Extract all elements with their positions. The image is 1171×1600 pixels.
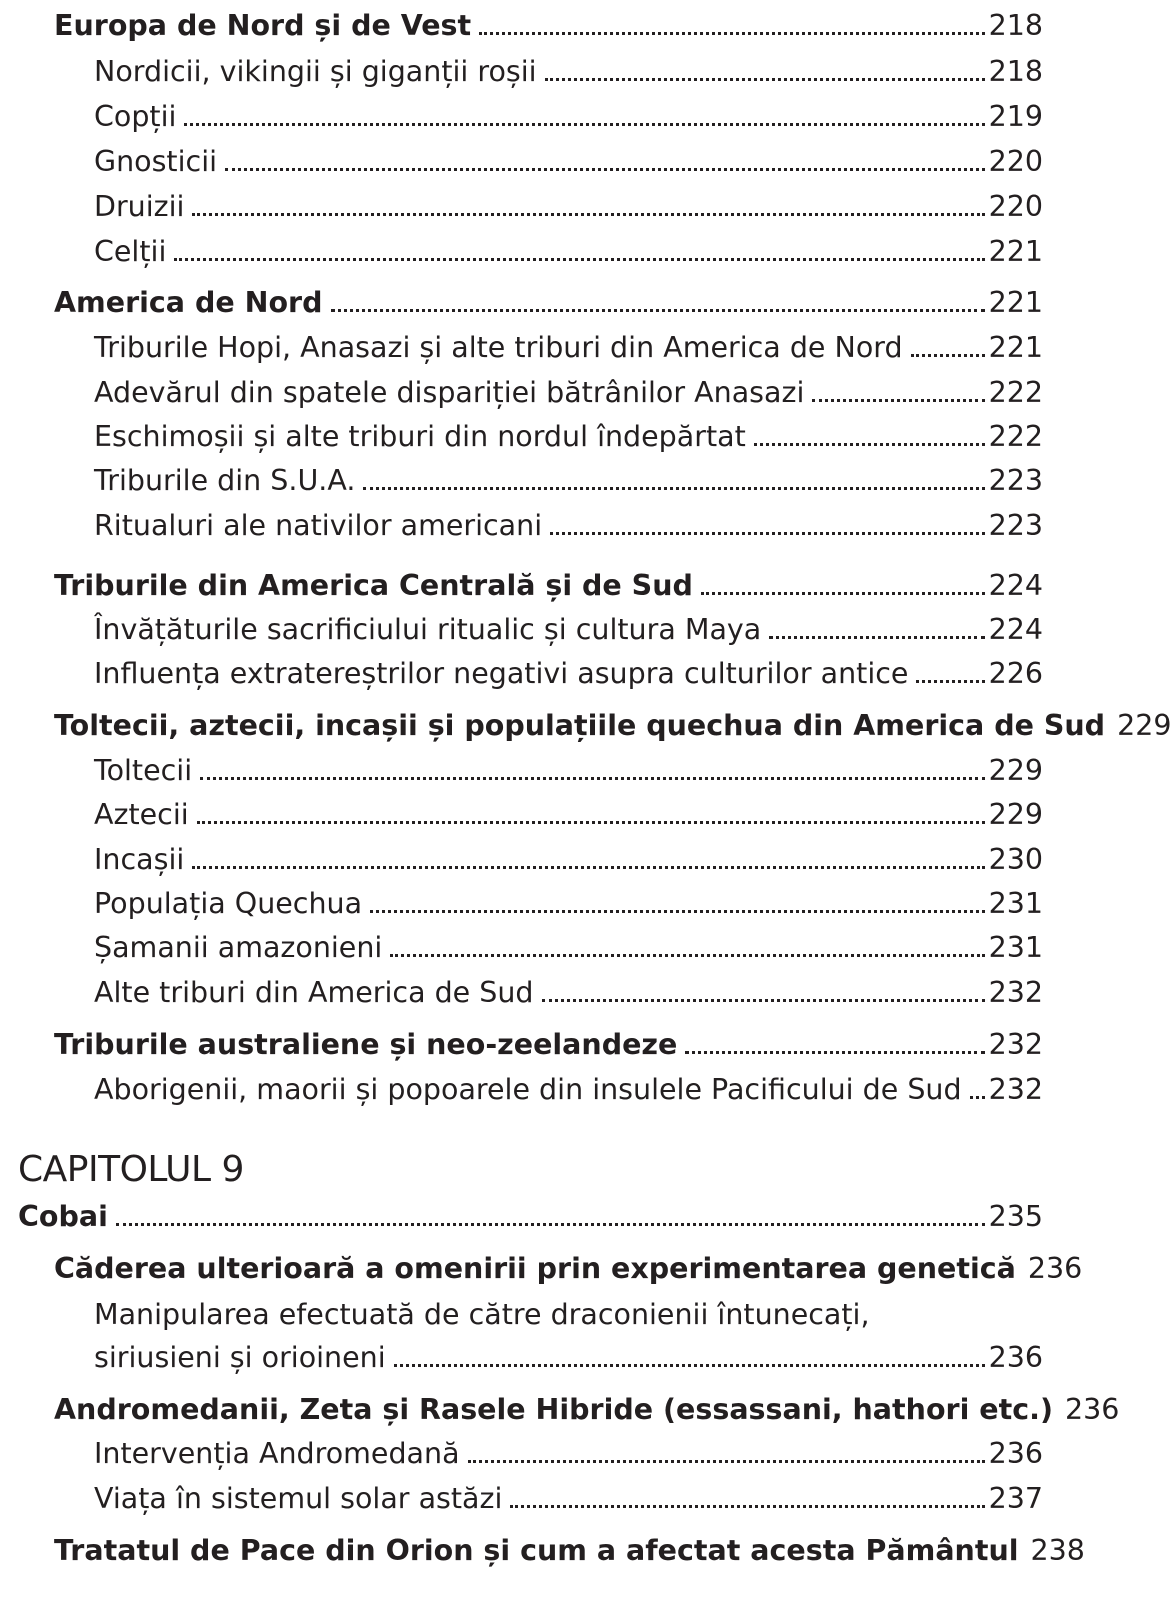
toc-entry[interactable] [94, 967, 1043, 1011]
toc-entry-title: Toltecii [94, 754, 193, 787]
toc-entry[interactable] [18, 1191, 1043, 1235]
toc-entry-page-number: 236 [988, 1341, 1043, 1374]
toc-entry-page-number: 237 [988, 1482, 1043, 1515]
toc-entry[interactable] [54, 1384, 1120, 1428]
toc-entry[interactable] [94, 922, 1043, 966]
toc-entry-title: America de Nord [54, 286, 323, 319]
dot-leader [370, 910, 985, 913]
toc-entry-title: Andromedanii, Zeta și Rasele Hibride (essassani, hathori etc.) [54, 1393, 1053, 1426]
toc-entry-title: Copții [94, 100, 177, 133]
toc-entry-title: Populația Quechua [94, 887, 363, 920]
toc-entry-page-number: 230 [988, 843, 1043, 876]
toc-entry-title: Celții [94, 235, 167, 268]
toc-entry[interactable] [94, 322, 1043, 366]
toc-entry-page-number: 229 [1117, 709, 1171, 742]
toc-entry-title: Triburile australiene și neo-zeelandeze [54, 1028, 678, 1061]
dot-leader [812, 399, 984, 402]
toc-entry-title: Aborigenii, maorii și popoarele din insulele Pacificului de Sud [94, 1073, 962, 1106]
toc-entry-page-number: 223 [988, 464, 1043, 497]
toc-entry-title: Triburile din America Centrală și de Sud [54, 569, 693, 602]
toc-entry[interactable] [94, 789, 1043, 833]
toc-entry[interactable] [94, 411, 1043, 455]
toc-entry-page-number: 220 [988, 190, 1043, 223]
dot-leader [184, 123, 984, 126]
dot-leader [685, 1051, 984, 1054]
toc-entry[interactable] [54, 560, 1043, 604]
toc-entry-page-number: 221 [988, 235, 1043, 268]
toc-entry[interactable] [94, 500, 1043, 544]
dot-leader [116, 1223, 985, 1226]
toc-entry-page-number: 221 [988, 331, 1043, 364]
toc-entry[interactable] [54, 1525, 1085, 1569]
dot-leader [192, 866, 984, 869]
dot-leader [769, 636, 984, 639]
toc-entry[interactable] [54, 0, 1043, 44]
toc-entry-title: Europa de Nord și de Vest [54, 9, 472, 42]
toc-entry-page-number: 232 [988, 1028, 1043, 1061]
toc-entry[interactable] [94, 181, 1043, 225]
toc-entry[interactable] [94, 745, 1043, 789]
toc-entry-title: Învățăturile sacrificiului ritualic și cultura Maya [94, 613, 762, 646]
dot-leader [479, 32, 984, 35]
dot-leader [468, 1460, 985, 1463]
toc-entry-page-number: 218 [988, 9, 1043, 42]
toc-entry[interactable] [94, 1473, 1043, 1517]
toc-entry-title: Druizii [94, 190, 185, 223]
toc-entry-title: Alte triburi din America de Sud [94, 976, 534, 1009]
dot-leader [911, 354, 985, 357]
toc-entry-title: Ritualuri ale nativilor americani [94, 509, 543, 542]
toc-entry-title: Tratatul de Pace din Orion și cum a afectat acesta Pământul [54, 1534, 1019, 1567]
toc-entry-page-number: 229 [988, 754, 1043, 787]
toc-entry[interactable] [54, 277, 1043, 321]
dot-leader [550, 532, 984, 535]
toc-entry-page-number: 231 [988, 931, 1043, 964]
toc-entry-page-number: 221 [988, 286, 1043, 319]
toc-entry-title: Intervenția Andromedană [94, 1437, 460, 1470]
chapter-heading: CAPITOLUL 9 [18, 1149, 244, 1190]
dot-leader [754, 443, 985, 446]
toc-entry-page-number: 236 [1027, 1252, 1083, 1285]
toc-entry[interactable] [54, 700, 1171, 744]
toc-entry[interactable] [94, 91, 1043, 135]
dot-leader [701, 592, 985, 595]
dot-leader [197, 821, 985, 824]
toc-entry[interactable] [54, 1243, 1083, 1287]
toc-entry-page-number: 236 [988, 1437, 1043, 1470]
toc-entry[interactable] [94, 878, 1043, 922]
toc-entry[interactable] [94, 136, 1043, 180]
toc-entry-page-number: 232 [988, 976, 1043, 1009]
toc-entry-page-number: 223 [988, 509, 1043, 542]
toc-entry[interactable] [94, 1428, 1043, 1472]
toc-entry-title: Gnosticii [94, 145, 218, 178]
toc-entry[interactable] [94, 604, 1043, 648]
toc-entry[interactable] [94, 46, 1043, 90]
toc-entry-title: Adevărul din spatele dispariției bătrânilor Anasazi [94, 376, 805, 409]
toc-entry-page-number: 231 [988, 887, 1043, 920]
toc-entry-title: Căderea ulterioară a omenirii prin experimentarea genetică [54, 1252, 1016, 1285]
dot-leader [225, 168, 985, 171]
dot-leader [916, 680, 984, 683]
dot-leader [192, 213, 984, 216]
toc-entry-title: Cobai [18, 1200, 108, 1233]
toc-entry-title: Triburile din S.U.A. [94, 464, 356, 497]
toc-entry-page-number: 219 [988, 100, 1043, 133]
toc-entry-title: Șamanii amazonieni [94, 931, 383, 964]
toc-entry-title: Viața în sistemul solar astăzi [94, 1482, 503, 1515]
toc-entry-page-number: 226 [988, 657, 1043, 690]
toc-entry-continuation-line: Manipularea efectuată de către draconienii întunecați, [94, 1298, 870, 1331]
toc-entry-title: Triburile Hopi, Anasazi și alte triburi din America de Nord [94, 331, 903, 364]
toc-entry[interactable] [94, 1332, 1043, 1376]
toc-entry[interactable] [94, 834, 1043, 878]
dot-leader [390, 954, 984, 957]
toc-entry[interactable] [54, 1019, 1043, 1063]
dot-leader [542, 999, 985, 1002]
toc-entry-page-number: 235 [988, 1200, 1043, 1233]
toc-entry-title: Aztecii [94, 798, 189, 831]
toc-entry-page-number: 222 [988, 376, 1043, 409]
dot-leader [394, 1364, 985, 1367]
toc-entry[interactable] [94, 1064, 1043, 1108]
toc-entry[interactable] [94, 226, 1043, 270]
toc-entry[interactable] [94, 455, 1043, 499]
dot-leader [331, 309, 985, 312]
toc-entry-page-number: 220 [988, 145, 1043, 178]
toc-entry-title: Incașii [94, 843, 185, 876]
toc-entry[interactable] [94, 367, 1043, 411]
toc-entry-page-number: 224 [988, 569, 1043, 602]
toc-entry-page-number: 222 [988, 420, 1043, 453]
toc-entry-title: Nordicii, vikingii și giganții roșii [94, 55, 537, 88]
toc-entry-title: Toltecii, aztecii, incașii și populațiile quechua din America de Sud [54, 709, 1106, 742]
toc-entry-title: Influența extratereștrilor negativi asupra culturilor antice [94, 657, 909, 690]
toc-entry-title: siriusieni și orioineni [94, 1341, 386, 1374]
toc-entry-page-number: 238 [1030, 1534, 1085, 1567]
toc-entry-page-number: 224 [988, 613, 1043, 646]
toc-entry-page-number: 232 [988, 1073, 1043, 1106]
toc-entry-page-number: 229 [988, 798, 1043, 831]
dot-leader [174, 258, 984, 261]
dot-leader [200, 777, 984, 780]
dot-leader [510, 1505, 984, 1508]
dot-leader [363, 487, 984, 490]
toc-entry-page-number: 236 [1064, 1393, 1120, 1426]
toc-entry[interactable] [94, 648, 1043, 692]
toc-entry-page-number: 218 [988, 55, 1043, 88]
toc-entry-title: Eschimoșii și alte triburi din nordul îndepărtat [94, 420, 746, 453]
dot-leader [970, 1096, 985, 1099]
dot-leader [545, 78, 985, 81]
